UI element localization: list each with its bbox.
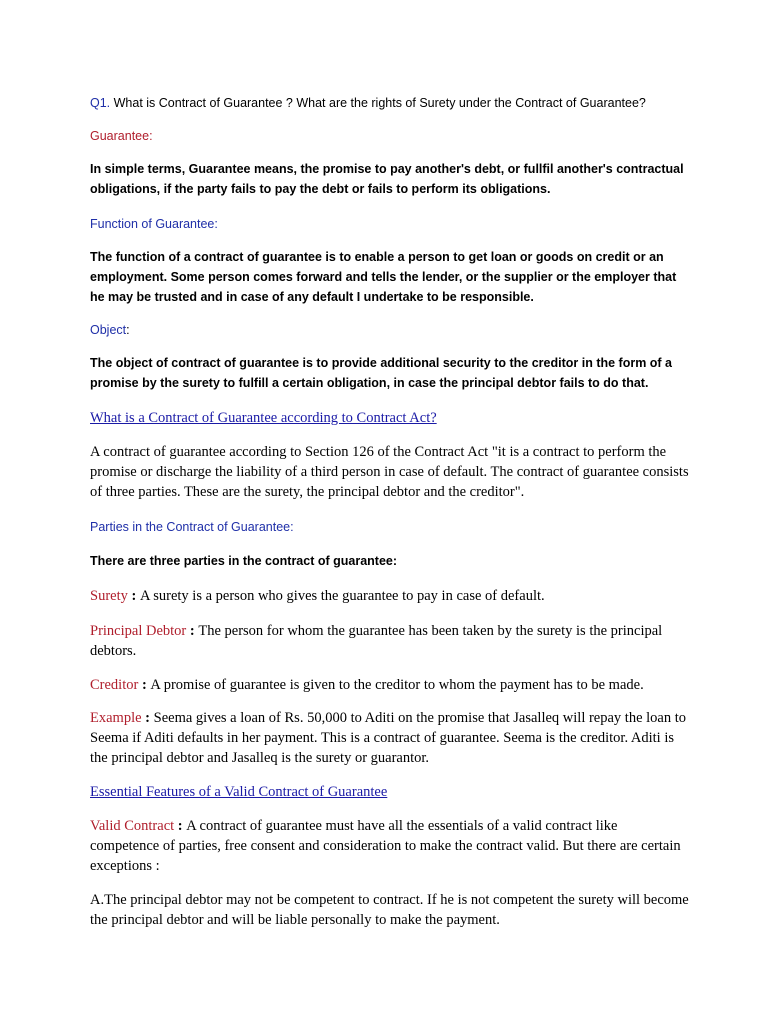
heading-essential-features [90, 782, 690, 802]
heading-function-of-guarantee: Function of Guarantee: [90, 217, 218, 231]
definition-surety [90, 586, 690, 606]
term-separator: : [174, 818, 187, 834]
definition-example-text: Seema gives a loan of Rs. 50,000 to Aditi on the promise that Jasalleq will repay the loan to Seema if Aditi defaults in her payment. This is a contract of guarantee. Seema is the creditor. Aditi is the principal debtor and Jasalleq is the surety or guarantor. [90, 710, 687, 766]
heading-object [90, 320, 690, 340]
heading-what-is-contract [90, 408, 690, 428]
heading-object-label: Object [90, 323, 127, 337]
term-principal-debtor: Principal Debtor [90, 623, 187, 639]
definition-creditor-text: A promise of guarantee is given to the creditor to whom the payment has to be made. [150, 677, 644, 693]
term-separator: : [141, 710, 154, 726]
heading-object-colon: : [126, 323, 130, 337]
link-what-is-contract[interactable]: What is a Contract of Guarantee according to Contract Act? [90, 410, 437, 426]
definition-surety-text: A surety is a person who gives the guarantee to pay in case of default. [139, 588, 545, 604]
heading-parties: Parties in the Contract of Guarantee: [90, 520, 294, 534]
definition-valid-contract [90, 816, 690, 876]
link-essential-features[interactable]: Essential Features of a Valid Contract of Guarantee [90, 784, 388, 800]
question-q1 [90, 93, 690, 113]
definition-valid-contract-text: A contract of guarantee must have all the essentials of a valid contract like competence of parties, free consent and consideration to make the contract valid. But there are certain exceptions : [90, 818, 681, 874]
definition-creditor [90, 675, 690, 695]
definition-example [90, 708, 690, 768]
question-label: Q1. [90, 96, 111, 110]
term-surety: Surety [90, 588, 128, 604]
term-valid-contract: Valid Contract [90, 818, 175, 834]
heading-guarantee: Guarantee: [90, 129, 153, 143]
definition-principal-debtor-text: The person for whom the guarantee has been taken by the surety is the principal debtors. [90, 623, 663, 659]
term-separator: : [186, 623, 199, 639]
paragraph-parties-intro: There are three parties in the contract of guarantee: [90, 554, 398, 568]
paragraph-what-is-contract: A contract of guarantee according to Section 126 of the Contract Act "it is a contract to perform the promise or discharge the liability of a third person in case of default. The contract of guarantee consists of three parties. These are the surety, the principal debtor and the creditor". [90, 444, 689, 500]
term-separator: : [138, 677, 151, 693]
document-page [90, 93, 690, 930]
term-creditor: Creditor [90, 677, 139, 693]
paragraph-guarantee: In simple terms, Guarantee means, the promise to pay another's debt, or fullfil another's contractual obligations, if the party fails to pay the debt or fails to perform its obligations. [90, 162, 684, 196]
term-separator: : [127, 588, 140, 604]
definition-principal-debtor [90, 621, 690, 661]
question-text: What is Contract of Guarantee ? What are the rights of Surety under the Contract of Guarantee? [110, 96, 646, 110]
paragraph-object: The object of contract of guarantee is to provide additional security to the creditor in the form of a promise by the surety to fulfill a certain obligation, in case the principal debtor fails to do that. [90, 356, 673, 390]
paragraph-function: The function of a contract of guarantee is to enable a person to get loan or goods on credit or an employment. Some person comes forward and tells the lender, or the supplier or the employer that he may be trusted and in case of any default I undertake to be responsible. [90, 250, 677, 304]
paragraph-point-a: A.The principal debtor may not be competent to contract. If he is not competent the surety will become the principal debtor and will be liable personally to make the payment. [90, 892, 689, 928]
term-example: Example [90, 710, 142, 726]
